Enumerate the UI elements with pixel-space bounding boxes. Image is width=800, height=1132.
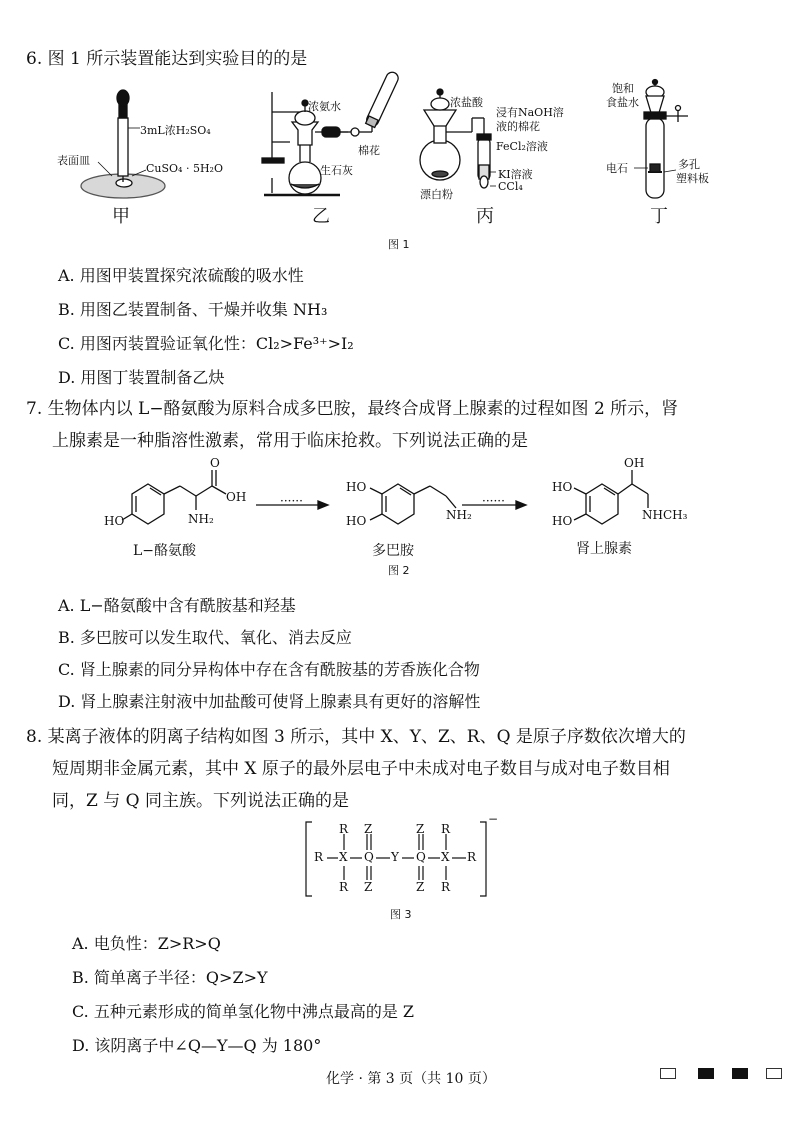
jia-solid-label: CuSO₄ · 5H₂O bbox=[146, 162, 223, 175]
q8-option-d: D. 该阴离子中∠Q—Y—Q 为 180° bbox=[72, 1036, 322, 1055]
figure-1-caption: 图 1 bbox=[388, 238, 410, 251]
q8-option-c: C. 五种元素形成的简单氢化物中沸点最高的是 Z bbox=[72, 1002, 415, 1021]
bing-fecl2-label: FeCl₂溶液 bbox=[496, 140, 548, 153]
anion-z-right-top: Z bbox=[416, 822, 425, 836]
anion-x-left: X bbox=[339, 850, 348, 864]
q8-option-a: A. 电负性：Z>R>Q bbox=[72, 934, 221, 953]
anion-q-right: Q bbox=[416, 850, 426, 864]
q7-option-b: B. 多巴胺可以发生取代、氧化、消去反应 bbox=[58, 628, 352, 647]
marker-hollow-left bbox=[660, 1068, 676, 1079]
arrow-1-dots: ······ bbox=[280, 494, 303, 508]
epinephrine-name: 肾上腺素 bbox=[576, 541, 632, 557]
anion-z-left-bottom: Z bbox=[364, 880, 373, 894]
q8-option-b: B. 简单离子半径：Q>Z>Y bbox=[72, 968, 268, 987]
question-8-stem-line-2: 短周期非金属元素，其中 X 原子的最外层电子中未成对电子数目与成对电子数目相 bbox=[52, 759, 670, 779]
q6-option-c: C. 用图丙装置验证氧化性：Cl₂>Fe³⁺>I₂ bbox=[58, 334, 354, 353]
epinephrine-ho-bottom-label: HO bbox=[552, 514, 573, 528]
q7-option-d: D. 肾上腺素注射液中加盐酸可使肾上腺素具有更好的溶解性 bbox=[58, 692, 481, 711]
question-8-stem-line-1: 8. 某离子液体的阴离子结构如图 3 所示，其中 X、Y、Z、R、Q 是原子序数依次增大的 bbox=[26, 727, 686, 747]
dopamine-nh2-label: NH₂ bbox=[446, 508, 472, 522]
ding-brine-label-2: 食盐水 bbox=[606, 96, 639, 109]
anion-z-left-top: Z bbox=[364, 822, 373, 836]
anion-r-left: R bbox=[314, 850, 324, 864]
page-footer: 化学 · 第 3 页（共 10 页） bbox=[326, 1071, 496, 1087]
bing-hcl-label: 浓盐酸 bbox=[450, 96, 483, 109]
marker-hollow-right bbox=[766, 1068, 782, 1079]
anion-r-left-bottom: R bbox=[339, 880, 349, 894]
epinephrine-ho-top-label: HO bbox=[552, 480, 573, 494]
page-marker-squares bbox=[660, 1068, 784, 1082]
bing-ki-label: KI溶液 bbox=[498, 168, 533, 181]
ding-carbide-label: 电石 bbox=[606, 162, 628, 175]
question-6-stem: 6. 图 1 所示装置能达到实验目的的是 bbox=[26, 49, 308, 69]
bing-naoh-label-2: 液的棉花 bbox=[496, 120, 540, 133]
yi-name: 乙 bbox=[312, 206, 330, 227]
dopamine-name: 多巴胺 bbox=[372, 543, 414, 559]
yi-lime-label: 生石灰 bbox=[320, 164, 353, 177]
ding-brine-label-1: 饱和 bbox=[612, 82, 634, 95]
question-7-stem-line-2: 上腺素是一种脂溶性激素，常用于临床抢救。下列说法正确的是 bbox=[52, 431, 528, 451]
ding-name: 丁 bbox=[650, 206, 668, 227]
q6-option-a: A. 用图甲装置探究浓硫酸的吸水性 bbox=[58, 266, 304, 285]
ding-board-label-1: 多孔 bbox=[678, 158, 700, 171]
marker-solid-1 bbox=[698, 1068, 714, 1079]
arrow-2-dots: ······ bbox=[482, 494, 505, 508]
anion-z-right-bottom: Z bbox=[416, 880, 425, 894]
q7-option-c: C. 肾上腺素的同分异构体中存在含有酰胺基的芳香族化合物 bbox=[58, 660, 480, 679]
anion-y-center: Y bbox=[391, 850, 399, 864]
tyrosine-oh-label: OH bbox=[226, 490, 247, 504]
anion-r-left-top: R bbox=[339, 822, 349, 836]
q6-option-b: B. 用图乙装置制备、干燥并收集 NH₃ bbox=[58, 300, 328, 319]
yi-ammonia-label: 浓氨水 bbox=[308, 100, 341, 113]
anion-r-right-bottom: R bbox=[441, 880, 451, 894]
anion-r-right: R bbox=[467, 850, 477, 864]
epinephrine-oh-label: OH bbox=[624, 456, 645, 470]
bing-name: 丙 bbox=[476, 206, 494, 227]
question-8-stem-line-3: 同，Z 与 Q 同主族。下列说法正确的是 bbox=[52, 791, 349, 811]
anion-charge: − bbox=[488, 812, 499, 826]
marker-solid-2 bbox=[732, 1068, 748, 1079]
q6-option-d: D. 用图丁装置制备乙炔 bbox=[58, 368, 225, 387]
q7-option-a: A. L−酪氨酸中含有酰胺基和羟基 bbox=[58, 596, 296, 615]
dopamine-ho-top-label: HO bbox=[346, 480, 367, 494]
figure-3-caption: 图 3 bbox=[390, 908, 412, 921]
bing-naoh-label-1: 浸有NaOH溶 bbox=[496, 106, 564, 119]
epinephrine-nhch3-label: NHCH₃ bbox=[642, 508, 688, 522]
jia-dish-label: 表面皿 bbox=[57, 154, 90, 167]
anion-r-right-top: R bbox=[441, 822, 451, 836]
ding-board-label-2: 塑料板 bbox=[676, 172, 709, 185]
anion-x-right: X bbox=[441, 850, 450, 864]
bing-ccl4-label: CCl₄ bbox=[498, 180, 523, 193]
dopamine-ho-bottom-label: HO bbox=[346, 514, 367, 528]
tyrosine-ho-label: HO bbox=[104, 514, 125, 528]
yi-cotton-label: 棉花 bbox=[358, 144, 380, 157]
tyrosine-nh2-label: NH₂ bbox=[188, 512, 214, 526]
jia-name: 甲 bbox=[112, 206, 130, 227]
tyrosine-name: L−酪氨酸 bbox=[133, 543, 197, 559]
tyrosine-o-label: O bbox=[210, 456, 220, 470]
anion-q-left: Q bbox=[364, 850, 374, 864]
figure-2-caption: 图 2 bbox=[388, 564, 410, 577]
bing-powder-label: 漂白粉 bbox=[420, 188, 453, 201]
question-7-stem-line-1: 7. 生物体内以 L−酪氨酸为原料合成多巴胺，最终合成肾上腺素的过程如图 2 所示，肾 bbox=[26, 399, 679, 419]
jia-reagent-label: 3mL浓H₂SO₄ bbox=[140, 124, 211, 137]
